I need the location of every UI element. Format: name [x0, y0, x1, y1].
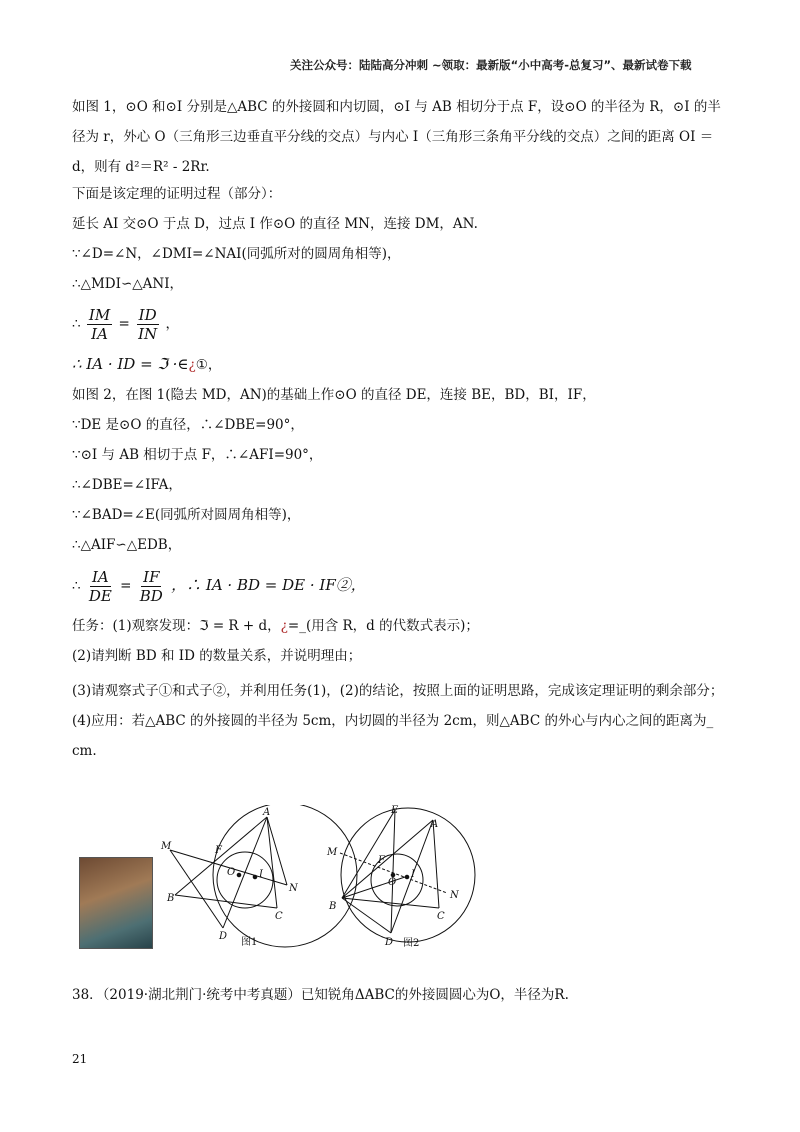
equation-ratio-1: ∴ $\frac{IM}{IA}$ = $\frac{ID}{IN}$ ， — [72, 306, 179, 343]
fig1-label-a: A — [263, 807, 271, 818]
task-4: (4)应用：若△ABC 的外接圆的半径为 5cm，内切圆的半径为 2cm，则△ABC 的外心与内心之间的距离为_ cm. — [72, 713, 714, 759]
proof-line-10: ∴△AIF∽△EDB， — [72, 537, 182, 553]
intro-paragraph: 如图 1，⊙O 和⊙I 分别是△ABC 的外接圆和内切圆，⊙I 与 AB 相切分于点 F，设⊙O 的半径为 R，⊙I 的半径为 r，外心 O（三角形三边垂直平分线的交点）与内心 I（三角形三条角平分线的交点）之间的距离 OI ＝d，则有 d²＝R² - 2Rr. — [72, 99, 721, 175]
figure-1 — [170, 805, 357, 947]
proof-line-9: ∵∠BAD=∠E(同弧所对圆周角相等)， — [72, 507, 301, 523]
fig2-label-b: B — [329, 901, 337, 912]
incircle-1 — [217, 852, 273, 908]
fig2-label-d: D — [385, 937, 394, 948]
equation-ratio-2: ∴ $\frac{IA}{DE}$ = $\frac{IF}{BD}$ ，∴ IA · BD = DE · IF②， — [72, 568, 366, 605]
page-header: 关注公众号：陆陆高分冲刺 ~领取：最新版“小中高考-总复习”、最新试卷下载 — [290, 58, 692, 72]
fraction-if-bd: $\frac{IF}{BD}$ — [139, 568, 163, 605]
fraction-im-ia: $\frac{IM}{IA}$ — [88, 306, 111, 343]
figure-2 — [340, 808, 475, 942]
fig1-caption: 图1 — [241, 937, 258, 948]
fig2-label-o: O — [388, 877, 397, 888]
fig2-label-f: F — [378, 855, 385, 866]
fig2-label-i: I — [411, 869, 415, 880]
document-body — [72, 92, 732, 766]
fig1-label-d: D — [219, 931, 228, 942]
proof-line-5: 如图 2，在图 1(隐去 MD，AN)的基础上作⊙O 的直径 DE，连接 BE，BD，BI，IF， — [72, 387, 596, 403]
proof-line-6: ∵DE 是⊙O 的直径，∴∠DBE=90°， — [72, 417, 304, 433]
proof-line-7: ∵⊙I 与 AB 相切于点 F，∴∠AFI=90°， — [72, 447, 323, 463]
fig1-label-o: O — [227, 867, 236, 878]
task-2: (2)请判断 BD 和 ID 的数量关系，并说明理由； — [72, 648, 362, 664]
fig1-label-c: C — [275, 911, 283, 922]
proof-line-3: ∵∠D=∠N，∠DMI=∠NAI(同弧所对的圆周角相等)， — [72, 246, 401, 262]
proof-line-4: ∴△MDI∽△ANI， — [72, 276, 184, 292]
question-38: 38．（2019·湖北荆门·统考中考真题）已知锐角ΔABC的外接圆圆心为O，半径为R. — [72, 987, 569, 1003]
proof-line-8: ∴∠DBE=∠IFA， — [72, 477, 182, 493]
fraction-id-in: $\frac{ID}{IN}$ — [138, 306, 158, 343]
fig1-label-b: B — [167, 893, 175, 904]
fig2-label-m: M — [327, 847, 338, 858]
fig1-label-i: I — [259, 869, 263, 880]
task-3: (3)请观察式子①和式子②，并利用任务(1)，(2)的结论，按照上面的证明思路，完成该定理证明的剩余部分； — [72, 683, 724, 699]
fig1-label-n: N — [289, 883, 298, 894]
fig2-label-a: A — [431, 819, 439, 830]
fig2-label-e: E — [391, 805, 399, 816]
fig2-label-n: N — [450, 890, 459, 901]
proof-line-1: 下面是该定理的证明过程（部分）： — [72, 186, 282, 202]
fig2-caption: 图2 — [403, 938, 420, 949]
task-1: 任务：(1)观察发现：ℑ = R + d，¿=_(用含 R，d 的代数式表示)； — [72, 618, 479, 634]
page-number: 21 — [72, 1052, 88, 1066]
equation-product-1: ∴ IA · ID = ℑ ·∈¿①， — [72, 355, 222, 373]
fraction-ia-de: $\frac{IA}{DE}$ — [88, 568, 112, 605]
fig1-label-f: F — [215, 845, 222, 856]
fig2-label-c: C — [437, 911, 445, 922]
figures-area — [75, 805, 495, 955]
geometry-figures — [75, 805, 495, 955]
fig1-label-m: M — [161, 841, 172, 852]
proof-line-2: 延长 AI 交⊙O 于点 D，过点 I 作⊙O 的直径 MN，连接 DM，AN. — [72, 216, 478, 232]
